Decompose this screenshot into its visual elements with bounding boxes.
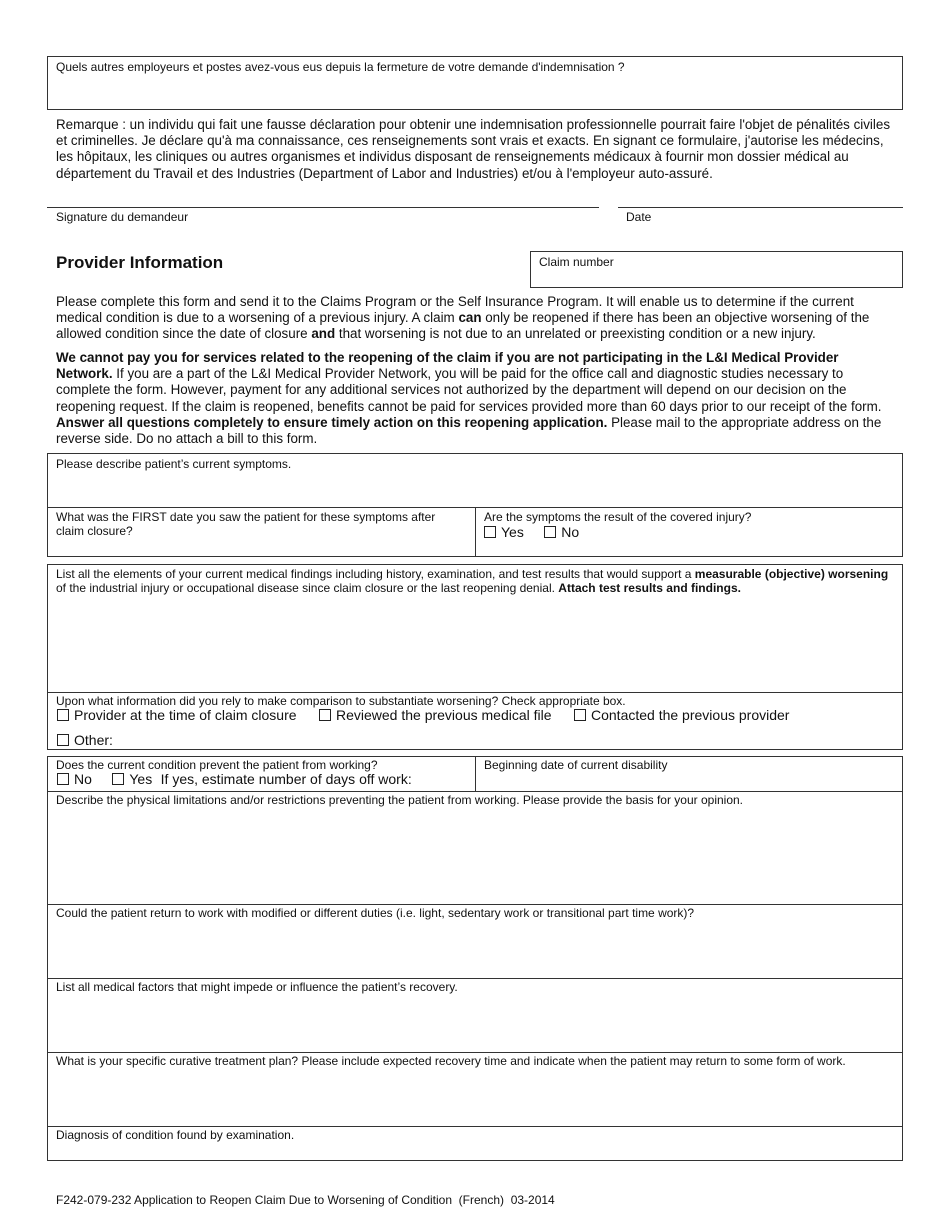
covered-no-option[interactable]: No — [544, 524, 579, 540]
symptoms-label: Please describe patient’s current symptoms. — [56, 457, 292, 471]
work-table — [47, 756, 903, 1161]
medical-factors-label: List all medical factors that might impede or influence the patient’s recovery. — [56, 980, 458, 994]
treatment-plan-label: What is your specific curative treatment plan? Please include expected recovery time and indicate when the patient may return to some form of work. — [56, 1054, 846, 1068]
covered-yes-checkbox[interactable] — [484, 526, 496, 538]
comparison-label: Upon what information did you rely to make comparison to substantiate worsening? Check appropriate box. — [56, 694, 626, 708]
covered-yes-option[interactable]: Yes — [484, 524, 524, 540]
modified-duties-divider — [47, 904, 903, 905]
first-date-label: What was the FIRST date you saw the patient for these symptoms after claim closure? — [56, 510, 436, 538]
treatment-plan-divider — [47, 1052, 903, 1053]
closure-checkbox[interactable] — [57, 709, 69, 721]
first-date-divider — [475, 507, 476, 557]
date-line[interactable] — [618, 207, 903, 208]
covered-injury-options — [484, 524, 579, 542]
days-off-label: If yes, estimate number of days off work: — [160, 771, 412, 787]
findings-divider — [47, 692, 903, 693]
work-divider — [475, 756, 476, 791]
prevent-no-option[interactable]: No — [57, 771, 92, 787]
provider-paragraph-2: We cannot pay you for services related to the reopening of the claim if you are not participating in the L&I Medical Provider Network. If you are a part of the L&I Medical Provider Network, you will be paid for the office call and diagnostic studies necessary to complete the form. However, payment for any additional services not authorized by the department will depend on our decision on the reopening request. If the claim is reopened, benefits cannot be paid for services provided more than 60 days prior to our receipt of the form. Answer all questions completely to ensure timely action on this reopening application. Please mail to the appropriate address on the reverse side. Do no attach a bill to this form. — [56, 350, 882, 447]
date-label: Date — [626, 210, 652, 224]
comparison-option-medical-file[interactable]: Reviewed the previous medical file — [319, 707, 552, 723]
other-option[interactable]: Other: — [57, 732, 113, 750]
signature-label: Signature du demandeur — [56, 210, 189, 224]
disability-date-label: Beginning date of current disability — [484, 758, 668, 772]
limitations-label: Describe the physical limitations and/or restrictions preventing the patient from working. Please provide the basis for your opinion. — [56, 793, 744, 807]
remark-paragraph: Remarque : un individu qui fait une fausse déclaration pour obtenir une indemnisation professionnelle pourrait faire l'objet de pénalités civiles et criminelles. Je déclare qu'à ma connaissance, ces renseignements sont vrais et exacts. En signant ce formulaire, j'autorise les médecins, les hôpitaux, les cliniques ou autres organismes et individus disposant de renseignements médicaux à fournir mon dossier médical au département du Travail et des Industries (Department of Labor and Industries) et/ou à l'employeur auto-assuré. — [56, 117, 891, 181]
other-checkbox[interactable] — [57, 734, 69, 746]
prevent-yes-checkbox[interactable] — [112, 773, 124, 785]
comparison-options — [57, 707, 897, 725]
form-footer-id: F242-079-232 Application to Reopen Claim Due to Worsening of Condition (French) 03-2014 — [56, 1193, 555, 1207]
claim-number-label: Claim number — [539, 255, 614, 269]
comparison-option-contacted[interactable]: Contacted the previous provider — [574, 707, 789, 723]
provider-title: Provider Information — [56, 253, 224, 272]
diagnosis-label: Diagnosis of condition found by examination. — [56, 1128, 295, 1142]
medical-factors-divider — [47, 978, 903, 979]
employers-box[interactable] — [47, 56, 903, 110]
contacted-checkbox[interactable] — [574, 709, 586, 721]
diagnosis-divider — [47, 1126, 903, 1127]
signature-line[interactable] — [47, 207, 599, 208]
claim-number-box[interactable] — [530, 251, 903, 288]
modified-duties-label: Could the patient return to work with modified or different duties (i.e. light, sedentary work or transitional part time work)? — [56, 906, 695, 920]
provider-paragraph-1: Please complete this form and send it to the Claims Program or the Self Insurance Program. It will enable us to determine if the current medical condition is due to a worsening of a previous injury. A claim can only be reopened if there has been an objective worsening of the allowed condition since the date of closure and that worsening is not due to an unrelated or preexisting condition or a new injury. — [56, 294, 870, 342]
covered-no-checkbox[interactable] — [544, 526, 556, 538]
prevent-working-label: Does the current condition prevent the patient from working? — [56, 758, 378, 772]
limitations-divider — [47, 791, 903, 792]
medical-file-checkbox[interactable] — [319, 709, 331, 721]
employers-question: Quels autres employeurs et postes avez-vous eus depuis la fermeture de votre demande d'indemnisation ? — [56, 60, 625, 74]
prevent-working-options — [57, 771, 412, 789]
prevent-yes-option[interactable]: Yes — [112, 771, 152, 787]
comparison-option-closure[interactable]: Provider at the time of claim closure — [57, 707, 297, 723]
findings-label: List all the elements of your current medical findings including history, examination, and test results that would support a measurable (objective) worsening of the industrial injury or occupational disease since claim closure or the last reopening denial. Attach test results and findings. — [56, 567, 889, 595]
prevent-no-checkbox[interactable] — [57, 773, 69, 785]
covered-injury-label: Are the symptoms the result of the covered injury? — [484, 510, 752, 524]
